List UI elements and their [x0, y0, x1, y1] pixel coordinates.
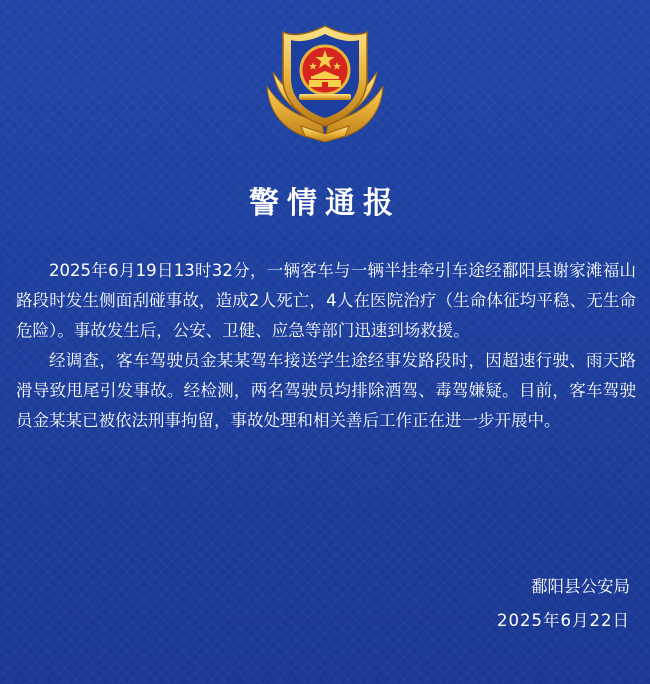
notice-title: 警情通报	[249, 186, 401, 221]
issuer-signature: 鄱阳县公安局	[531, 577, 630, 596]
notice-paragraph: 2025年6月19日13时32分，一辆客车与一辆半挂牵引车途经鄱阳县谢家滩福山路段时发生侧面刮碰事故，造成2人死亡，4人在医院治疗（生命体征均平稳、无生命危险）。事故发生后，公安、卫健、应急等部门迅速到场救援。	[16, 261, 636, 340]
issue-date: 2025年6月22日	[497, 611, 630, 630]
notice-body	[16, 256, 636, 436]
police-emblem-icon	[261, 22, 389, 144]
notice-paragraph: 经调查，客车驾驶员金某某驾车接送学生途经事发路段时，因超速行驶、雨天路滑导致甩尾引发事故。经检测，两名驾驶员均排除酒驾、毒驾嫌疑。目前，客车驾驶员金某某已被依法刑事拘留，事故处理和相关善后工作正在进一步开展中。	[16, 351, 636, 430]
